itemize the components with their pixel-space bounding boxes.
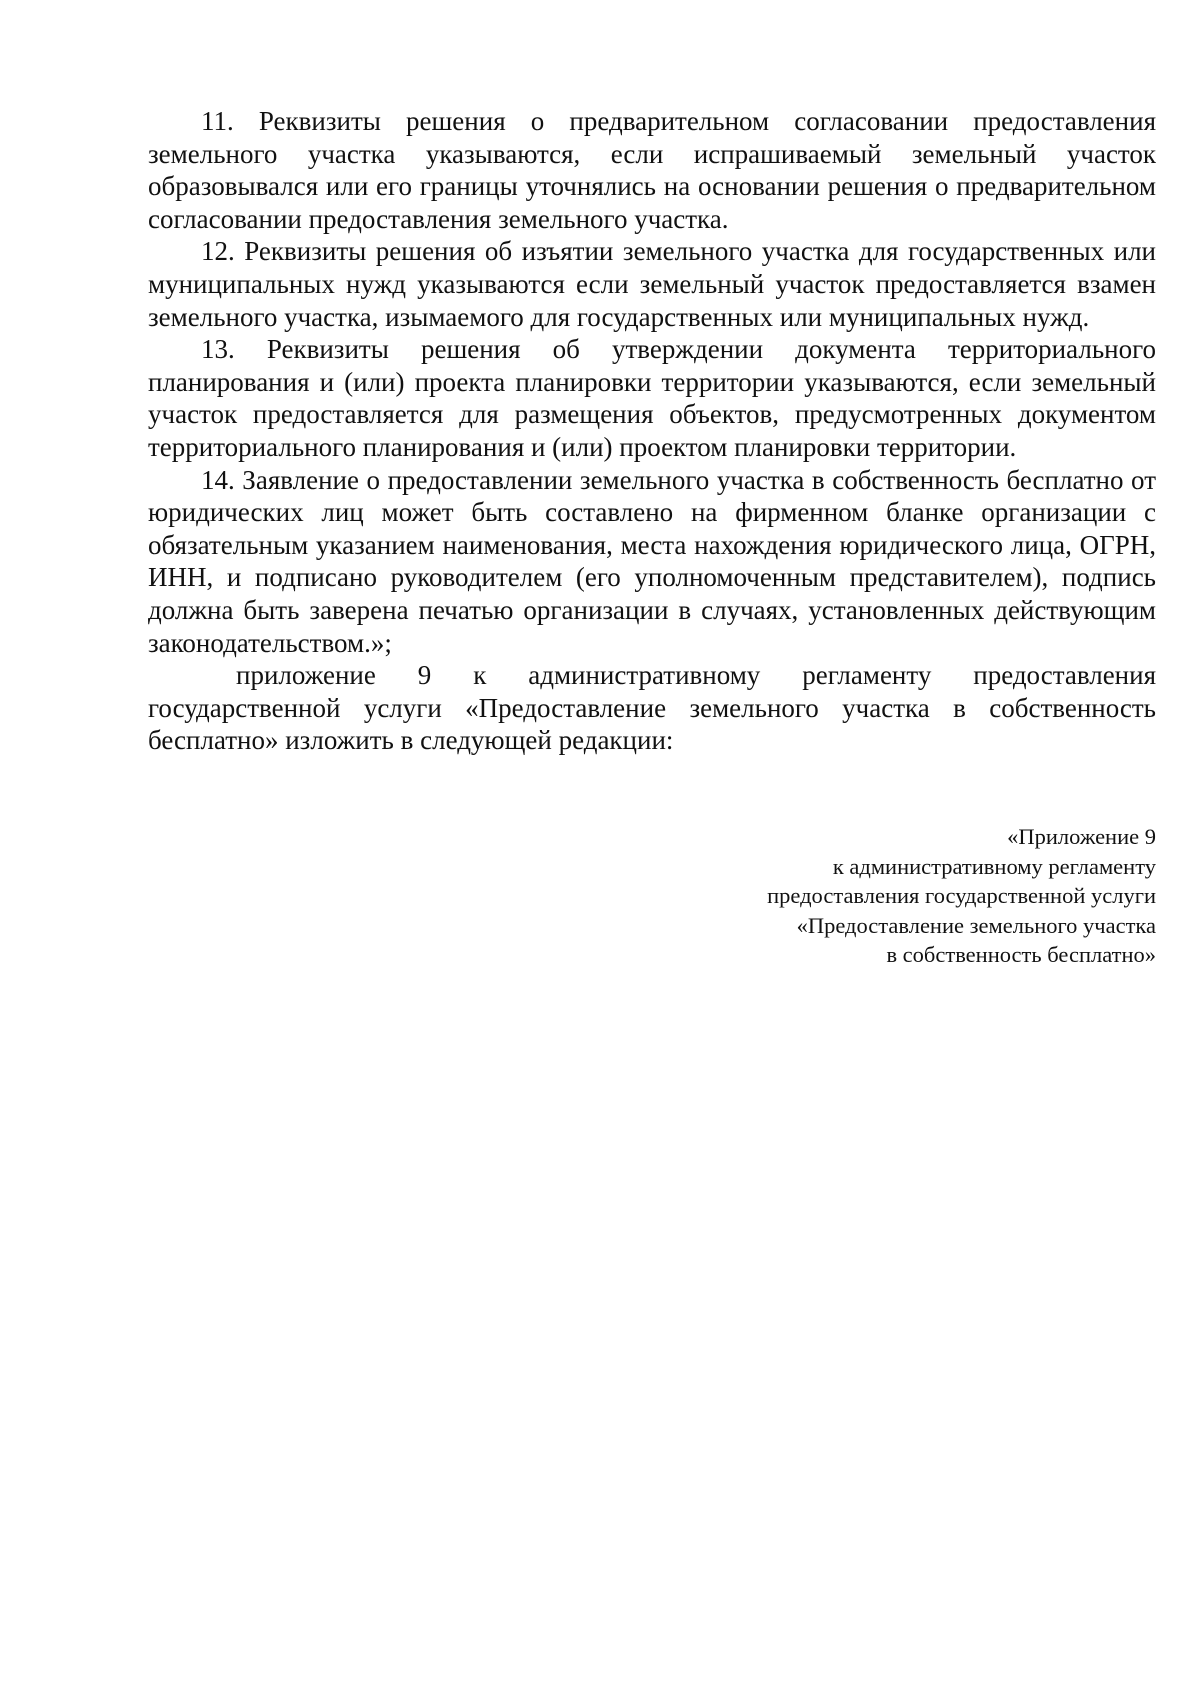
appendix-header-line: к административному регламенту xyxy=(832,853,1156,879)
paragraph-appendix-instruction: приложение 9 к административному регламенту предоставления государственной услуги «Предоставление земельного участка в собственность бесплатно» изложить в следующей редакции: xyxy=(148,660,1156,756)
paragraph-14: 14. Заявление о предоставлении земельного участка в собственность бесплатно от юридических лиц может быть составлено на фирменном бланке организации с обязательным указанием наименования, места нахождения юридического лица, ОГРН, ИНН, и подписано руководителем (его уполномоченным представителем), подпись должна быть заверена печатью организации в случаях, установленных действующим законодательством.»; xyxy=(148,464,1156,658)
paragraph-11: 11. Реквизиты решения о предварительном согласовании предоставления земельного участка указываются, если испрашиваемый земельный участок образовывался или его границы уточнялись на основании решения о предварительном согласовании предоставления земельного участка. xyxy=(148,106,1156,234)
appendix-header-line: в собственность бесплатно» xyxy=(886,942,1156,967)
document-body xyxy=(148,105,1156,757)
paragraph-12: 12. Реквизиты решения об изъятии земельного участка для государственных или муниципальных нужд указываются если земельный участок предоставляется взамен земельного участка, изымаемого для государственных или муниципальных нужд. xyxy=(148,236,1156,332)
appendix-header-line: «Предоставление земельного участка xyxy=(796,912,1156,938)
paragraph-13: 13. Реквизиты решения об утверждении документа территориального планирования и (или) проекта планировки территории указываются, если земельный участок предоставляется для размещения объектов, предусмотренных документом территориального планирования и (или) проектом планировки территории. xyxy=(148,334,1156,462)
appendix-header-line: предоставления государственной услуги xyxy=(767,883,1156,908)
appendix-header xyxy=(516,822,1156,970)
appendix-header-line: «Приложение 9 xyxy=(1007,824,1156,849)
